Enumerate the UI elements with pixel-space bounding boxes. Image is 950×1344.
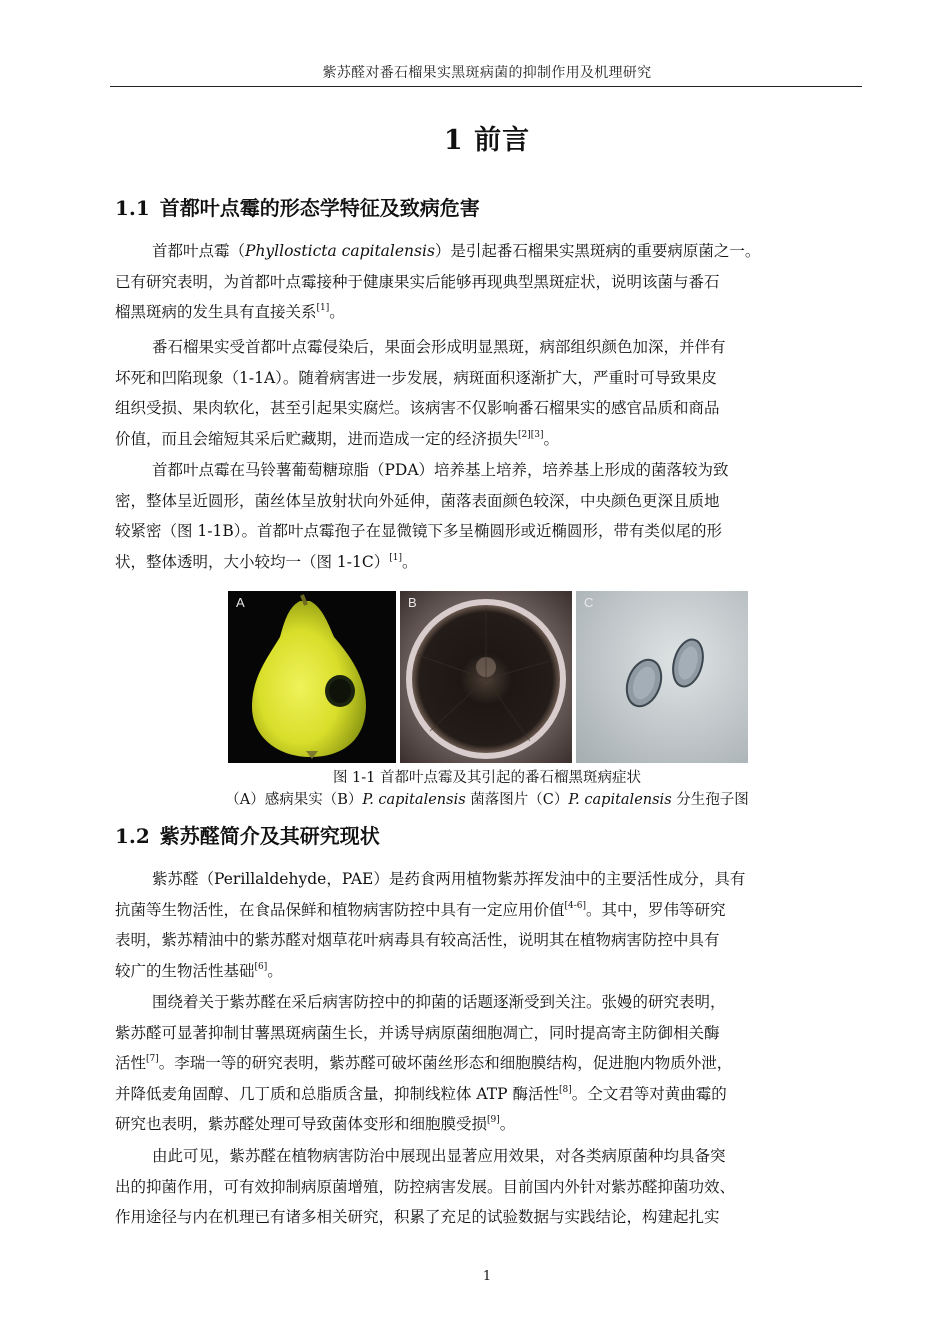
citation: [4-6] <box>564 900 587 911</box>
conidia-image <box>576 591 748 763</box>
text-line: 并降低麦角固醇、几丁质和总脂质含量，抑制线粒体 ATP 酶活性[8]。仝文君等对黄曲霉的 <box>115 1084 727 1103</box>
paragraph <box>115 987 860 1140</box>
figure-panel-c <box>576 591 748 763</box>
section-heading-1-2 <box>115 820 380 849</box>
text-line: 由此可见，紫苏醛在植物病害防治中展现出显著应用效果，对各类病原菌种均具备突 <box>152 1147 726 1165</box>
text-line: 番石榴果实受首都叶点霉侵染后，果面会形成明显黑斑，病部组织颜色加深，并伴有 <box>152 338 726 356</box>
figure-caption: 图 1-1 首都叶点霉及其引起的番石榴黑斑病症状 <box>332 770 642 786</box>
panel-label-a: A <box>236 595 245 610</box>
figure-panel-b <box>400 591 572 763</box>
citation: [7] <box>146 1054 159 1065</box>
text-line: 首都叶点霉在马铃薯葡萄糖琼脂（PDA）培养基上培养，培养基上形成的菌落较为致 <box>152 461 729 479</box>
text-line: 作用途径与内在机理已有诸多相关研究，积累了充足的试验数据与实践结论，构建起扎实 <box>115 1208 720 1227</box>
citation: [1] <box>389 552 402 563</box>
paragraph <box>115 864 860 986</box>
text-line: 榴黑斑病的发生具有直接关系[1]。 <box>115 303 345 322</box>
text-line: 出的抑菌作用，可有效抑制病原菌增殖，防控病害发展。目前国内外针对紫苏醛抑菌功效、 <box>115 1177 736 1196</box>
citation: [9] <box>487 1115 500 1126</box>
paragraph <box>115 236 860 328</box>
text-line: 研究也表明，紫苏醛处理可导致菌体变形和细胞膜受损[9]。 <box>115 1115 516 1134</box>
text-line: 抗菌等生物活性，在食品保鲜和植物病害防控中具有一定应用价值[4-6]。其中，罗伟等研究 <box>115 900 726 919</box>
text-line: 较紧密（图 1-1B）。首都叶点霉孢子在显微镜下多呈椭圆形或近椭圆形，带有类似尾的形 <box>115 522 723 541</box>
running-header: 紫苏醛对番石榴果实黑斑病菌的抑制作用及机理研究 <box>322 65 652 81</box>
species-name: Phyllosticta capitalensis <box>245 242 435 260</box>
figure-1-1 <box>228 591 748 763</box>
text-line: 围绕着关于紫苏醛在采后病害防控中的抑菌的话题逐渐受到关注。张嫚的研究表明， <box>152 993 726 1011</box>
figure-panel-a <box>228 591 396 763</box>
colony-image <box>400 591 572 763</box>
text-line: 活性[7]。李瑞一等的研究表明，紫苏醛可破坏菌丝形态和细胞膜结构，促进胞内物质外泄， <box>115 1054 733 1073</box>
section-number: 1.1 <box>115 196 150 220</box>
figure-subcaption: （A）感病果实（B）P. capitalensis 菌落图片（C）P. capitalensis 分生孢子图 <box>225 792 749 808</box>
text-line: 价值，而且会缩短其采后贮藏期，进而造成一定的经济损失[2][3]。 <box>115 429 560 448</box>
text-line: 紫苏醛（Perillaldehyde，PAE）是药食两用植物紫苏挥发油中的主要活性成分，具有 <box>152 870 746 888</box>
text-line: 较广的生物活性基础[6]。 <box>115 961 283 980</box>
paragraph <box>115 455 860 577</box>
panel-label-b: B <box>408 595 417 610</box>
page-number: 1 <box>482 1269 492 1284</box>
citation: [6] <box>254 961 268 972</box>
paragraph <box>115 332 860 454</box>
text-line: 表明，紫苏精油中的紫苏醛对烟草花叶病毒具有较高活性，说明其在植物病害防控中具有 <box>115 931 720 950</box>
section-heading-1-1 <box>115 192 480 221</box>
infected-guava-image <box>228 591 396 763</box>
citation: [1] <box>316 303 330 314</box>
text-line: 状，整体透明，大小较均一（图 1-1C）[1]。 <box>115 552 418 571</box>
text-line: 密，整体呈近圆形，菌丝体呈放射状向外延伸，菌落表面颜色较深，中央颜色更深且质地 <box>115 491 720 510</box>
citation: [2][3] <box>518 429 544 440</box>
citation: [8] <box>558 1084 572 1095</box>
text-line: 组织受损、果肉软化，甚至引起果实腐烂。该病害不仅影响番石榴果实的感官品质和商品 <box>115 399 720 418</box>
paragraph <box>115 1141 860 1233</box>
text-line: 紫苏醛可显著抑制甘薯黑斑病菌生长，并诱导病原菌细胞凋亡，同时提高寄主防御相关酶 <box>115 1023 720 1042</box>
chapter-title: 1 前言 <box>443 125 531 156</box>
text-line: 已有研究表明，为首都叶点霉接种于健康果实后能够再现典型黑斑症状，说明该菌与番石 <box>115 272 720 291</box>
text-line: 首都叶点霉（Phyllosticta capitalensis）是引起番石榴果实黑斑病的重要病原菌之一。 <box>152 242 761 260</box>
header-rule <box>110 86 862 87</box>
section-number: 1.2 <box>115 824 150 848</box>
section-title: 首都叶点霉的形态学特征及致病危害 <box>159 196 480 220</box>
panel-label-c: C <box>584 595 594 610</box>
text-line: 坏死和凹陷现象（1-1A）。随着病害进一步发展，病斑面积逐渐扩大，严重时可导致果皮 <box>115 368 717 387</box>
section-title: 紫苏醛简介及其研究现状 <box>159 824 380 848</box>
